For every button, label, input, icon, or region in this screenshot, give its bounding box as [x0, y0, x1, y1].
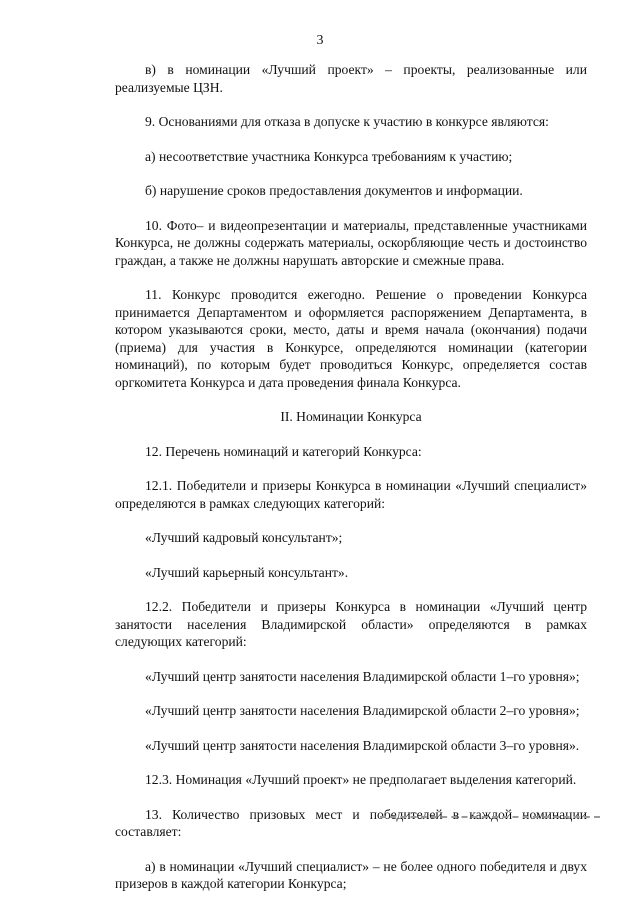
category-item: «Лучший центр занятости населения Владимирской области 2–го уровня»;	[145, 703, 580, 718]
category-item: «Лучший карьерный консультант».	[145, 564, 349, 580]
paragraph-12-1: 12.1. Победители и призеры Конкурса в номинации «Лучший специалист» определяются в рамках следующих категорий:	[115, 478, 587, 511]
category-item: «Лучший центр занятости населения Владимирской области 1–го уровня»;	[145, 668, 580, 684]
paragraph-12-2: 12.2. Победители и призеры Конкурса в номинации «Лучший центр занятости населения Владимирской области» определяются в рамках следующих категорий:	[115, 599, 587, 649]
category-item: «Лучший кадровый консультант»;	[145, 530, 343, 545]
paragraph-9a: а) несоответствие участника Конкурса требованиям к участию;	[145, 148, 513, 164]
paragraph-13a: а) в номинации «Лучший специалист» – не более одного победителя и двух призеров в каждой категории Конкурса;	[115, 858, 587, 891]
paragraph-10: 10. Фото– и видеопрезентации и материалы, представленные участниками Конкурса, не должны содержать материалы, оскорбляющие честь и достоинство граждан, а также не должны нарушать авторские и смежные права.	[115, 217, 587, 268]
paragraph-13: 13. Количество призовых мест и победителей в каждой номинации составляет:	[115, 806, 587, 839]
document-body	[115, 61, 587, 910]
page-number: 3	[316, 33, 324, 48]
paragraph-11: 11. Конкурс проводится ежегодно. Решение о проведении Конкурса принимается Департаментом и оформляется распоряжением Департамента, в котором указываются сроки, место, даты и время начала (окончания) подачи (приема) для участия в Конкурсе, определяются номинации (категории номинаций), по которым будет проводиться Конкурс, определяется состав оргкомитета Конкурса и дата проведения финала Конкурса.	[115, 287, 587, 390]
category-item: «Лучший центр занятости населения Владимирской области 3–го уровня».	[145, 737, 580, 753]
paragraph-12-3: 12.3. Номинация «Лучший проект» не предполагает выделения категорий.	[145, 772, 577, 787]
footer-divider	[380, 816, 600, 821]
paragraph-12: 12. Перечень номинаций и категорий Конкурса:	[145, 443, 422, 459]
paragraph-9: 9. Основаниями для отказа в допуске к участию в конкурсе являются:	[145, 114, 549, 129]
paragraph-9b: б) нарушение сроков предоставления документов и информации.	[145, 183, 523, 198]
paragraph-nomination-best-project: в) в номинации «Лучший проект» – проекты, реализованные или реализуемые ЦЗН.	[115, 62, 587, 95]
section-heading: II. Номинации Конкурса	[280, 409, 422, 424]
